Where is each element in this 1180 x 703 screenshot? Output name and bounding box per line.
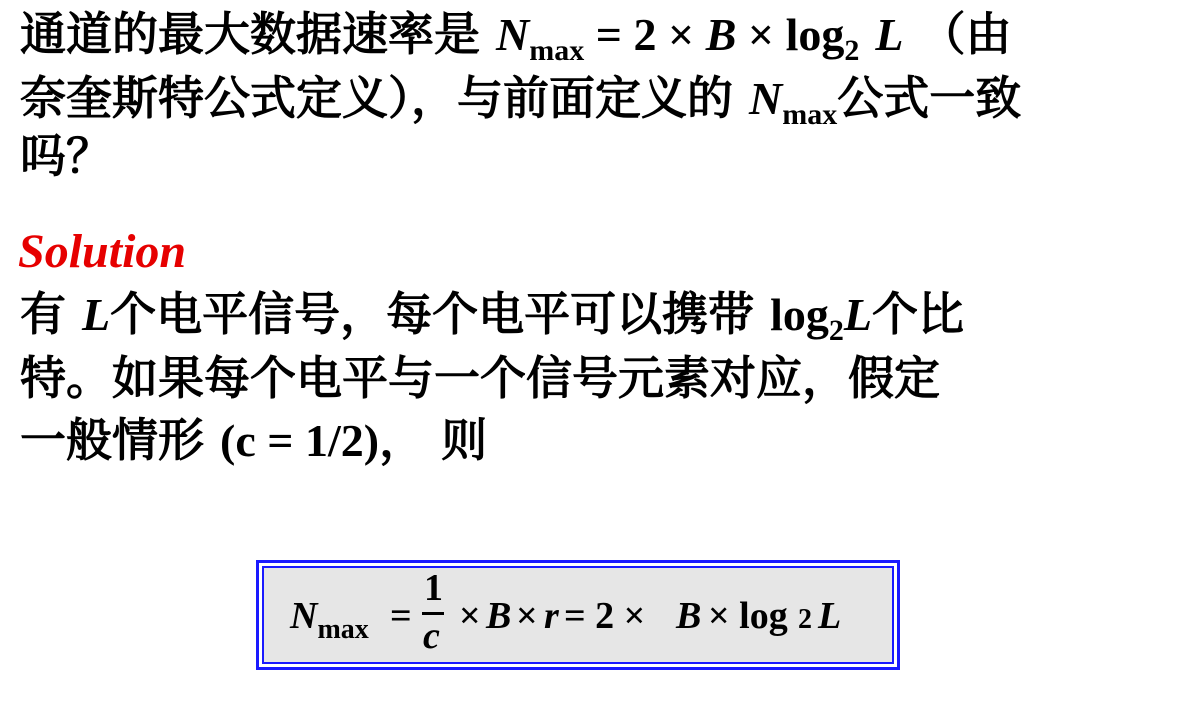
solution-line-1 bbox=[20, 286, 964, 349]
question-text: 公式一致 bbox=[837, 71, 1022, 125]
log-text: log bbox=[785, 9, 845, 60]
formula-inner bbox=[262, 566, 894, 664]
question-line-3 bbox=[20, 128, 112, 184]
formula-n-symbol bbox=[290, 594, 369, 645]
formula-log-subscript: 2 bbox=[798, 604, 812, 635]
formula-equals: = bbox=[390, 595, 412, 637]
formula-max-subscript: max bbox=[317, 614, 369, 645]
b-symbol: B bbox=[705, 9, 737, 60]
solution-text: 一般情形 bbox=[20, 413, 221, 467]
log-text: log bbox=[770, 289, 829, 340]
solution-line-3 bbox=[20, 412, 487, 469]
question-line-2 bbox=[20, 70, 1021, 133]
question-text: 吗？ bbox=[20, 129, 112, 183]
question-line-1 bbox=[20, 6, 1012, 69]
formula-eq-two-times: = 2 × bbox=[564, 595, 646, 637]
formula-denominator: c bbox=[423, 615, 440, 657]
l-symbol: L bbox=[843, 289, 873, 340]
n-symbol: N bbox=[749, 73, 783, 124]
formula-b-symbol: B bbox=[486, 595, 512, 637]
log-base-subscript: 2 bbox=[828, 314, 844, 347]
solution-line-2 bbox=[20, 350, 940, 406]
formula-n: N bbox=[290, 595, 318, 637]
times-symbol: × bbox=[736, 9, 786, 60]
formula-times-log: × log bbox=[708, 595, 788, 637]
formula-times-2: × bbox=[516, 595, 538, 637]
solution-text: 特。如果每个电平与一个信号元素对应，假定 bbox=[20, 351, 940, 405]
solution-text: 有 bbox=[20, 287, 83, 341]
question-paren-open: （由 bbox=[903, 7, 1012, 61]
solution-text: ， 则 bbox=[379, 413, 488, 467]
formula-numerator: 1 bbox=[424, 567, 443, 609]
param-c: (c = 1/2) bbox=[220, 415, 380, 466]
n-symbol: N bbox=[496, 9, 530, 60]
formula-box bbox=[256, 560, 900, 670]
formula-times-1: × bbox=[459, 595, 481, 637]
solution-heading: Solution bbox=[18, 225, 187, 278]
l-symbol: L bbox=[875, 9, 904, 60]
formula-b2-symbol: B bbox=[676, 595, 702, 637]
question-text: 奈奎斯特公式定义），与前面定义的 bbox=[20, 71, 750, 125]
solution-text: 个比 bbox=[872, 287, 965, 341]
solution-text: 个电平信号，每个电平可以携带 bbox=[110, 287, 771, 341]
question-text: 通道的最大数据速率是 bbox=[20, 7, 497, 61]
formula-r-symbol: r bbox=[544, 595, 559, 637]
max-subscript: max bbox=[529, 34, 585, 67]
log-base-subscript: 2 bbox=[844, 34, 860, 67]
formula-l-symbol: L bbox=[818, 595, 842, 637]
max-subscript: max bbox=[782, 98, 838, 131]
equals-two-times: = 2 × bbox=[584, 9, 706, 60]
l-symbol: L bbox=[82, 289, 111, 340]
